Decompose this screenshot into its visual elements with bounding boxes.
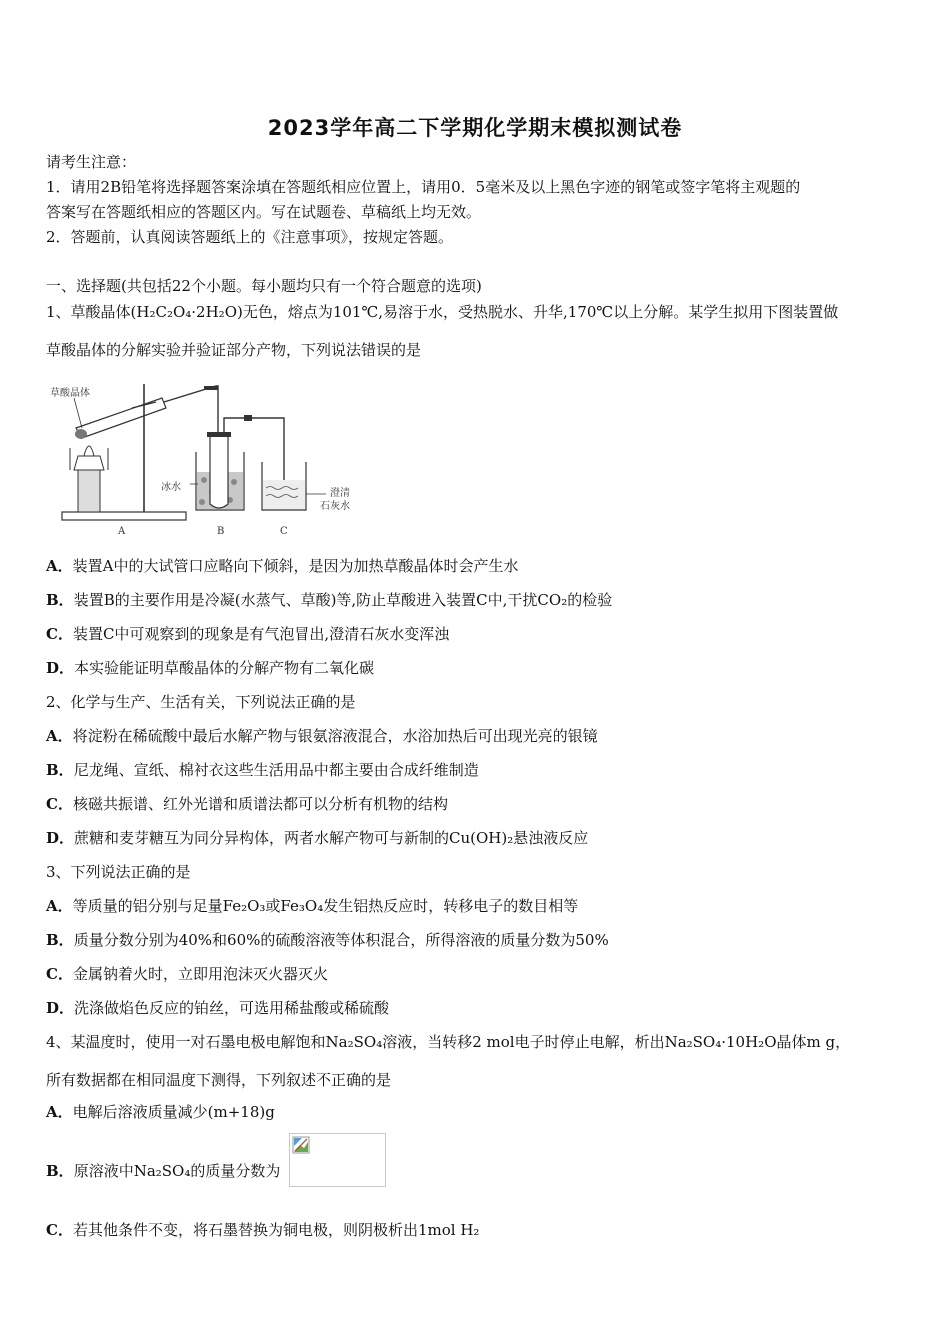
q2-option-c-label: C．	[46, 795, 73, 813]
q1-option-d	[46, 658, 374, 678]
flame	[84, 446, 94, 456]
q1-option-c-label: C．	[46, 625, 73, 643]
burner-top	[74, 456, 104, 470]
broken-image-icon	[292, 1136, 310, 1154]
page-title: 2023学年高二下学期化学期末模拟测试卷	[267, 116, 683, 140]
q1-option-d-text: 本实验能证明草酸晶体的分解产物有二氧化碳	[74, 659, 375, 677]
q3-option-a	[46, 896, 578, 916]
q3-option-b-label: B．	[46, 931, 74, 949]
section-heading: 一、选择题(共包括22个小题。每小题均只有一个符合题意的选项)	[46, 277, 482, 295]
apparatus-figure	[44, 376, 364, 540]
notice-item-2: 2．答题前，认真阅读答题纸上的《注意事项》，按规定答题。	[46, 228, 454, 246]
q1-option-a-text: 装置A中的大试管口应略向下倾斜，是因为加热草酸晶体时会产生水	[72, 557, 519, 575]
q2-option-d	[46, 828, 588, 848]
q4-option-b-label: B．	[46, 1162, 74, 1180]
figure-label-lime-2: 石灰水	[320, 501, 350, 512]
test-tube-b	[210, 434, 228, 508]
q1-option-a	[46, 556, 518, 576]
q4-option-a-label: A．	[46, 1103, 73, 1121]
q2-option-c-text: 核磁共振谱、红外光谱和质谱法都可以分析有机物的结构	[72, 795, 448, 813]
question-4-stem-line-1: 4、某温度时，使用一对石墨电极电解饱和Na₂SO₄溶液，当转移2 mol电子时停止电解，析出Na₂SO₄·10H₂O晶体m g，	[46, 1033, 851, 1051]
q4-option-c-text: 若其他条件不变，将石墨替换为铜电极，则阴极析出1mol H₂	[72, 1221, 480, 1239]
figure-label-a: A	[118, 526, 126, 537]
q4-option-b-text: 原溶液中Na₂SO₄的质量分数为	[73, 1162, 281, 1180]
q1-option-c-text: 装置C中可观察到的现象是有气泡冒出,澄清石灰水变浑浊	[72, 625, 450, 643]
figure-label-ice-water: 冰水	[161, 482, 181, 493]
q1-option-d-label: D．	[46, 659, 75, 677]
q4-option-c	[46, 1220, 479, 1240]
q2-option-b	[46, 760, 479, 780]
q3-option-d-label: D．	[46, 999, 75, 1017]
question-2-stem: 2、化学与生产、生活有关，下列说法正确的是	[46, 693, 356, 711]
q3-option-c	[46, 964, 328, 984]
q4-option-c-label: C．	[46, 1221, 73, 1239]
q1-option-b-label: B．	[46, 591, 74, 609]
q3-option-c-label: C．	[46, 965, 73, 983]
q2-option-b-label: B．	[46, 761, 74, 779]
q1-option-a-label: A．	[46, 557, 73, 575]
q2-option-a-text: 将淀粉在稀硫酸中最后水解产物与银氨溶液混合，水浴加热后可出现光亮的银镜	[72, 727, 598, 745]
oxalic-crystal	[75, 429, 87, 439]
q2-option-a	[46, 726, 598, 746]
test-tube-a	[76, 398, 166, 438]
q3-option-a-label: A．	[46, 897, 73, 915]
figure-label-b: B	[217, 526, 225, 537]
q4-option-b	[46, 1161, 280, 1181]
q3-option-b	[46, 930, 609, 950]
figure-label-c: C	[280, 526, 288, 537]
tube-a-to-b	[164, 386, 218, 438]
q1-option-b	[46, 590, 612, 610]
q2-option-d-text: 蔗糖和麦芽糖互为同分异构体，两者水解产物可与新制的Cu(OH)₂悬浊液反应	[74, 829, 589, 847]
notice-item-1-line-2: 答案写在答题纸相应的答题区内。写在试题卷、草稿纸上均无效。	[46, 203, 482, 221]
q2-option-b-text: 尼龙绳、宣纸、棉衬衣这些生活用品中都主要由合成纤维制造	[73, 761, 479, 779]
figure-label-crystal: 草酸晶体	[50, 388, 90, 399]
q3-option-d-text: 洗涤做焰色反应的铂丝，可选用稀盐酸或稀硫酸	[74, 999, 390, 1017]
notice-heading: 请考生注意：	[46, 153, 137, 171]
q3-option-c-text: 金属钠着火时，立即用泡沫灭火器灭火	[72, 965, 328, 983]
stand-base	[62, 512, 186, 520]
q3-option-b-text: 质量分数分别为40%和60%的硫酸溶液等体积混合，所得溶液的质量分数为50%	[73, 931, 609, 949]
notice-item-1-line-1: 1．请用2B铅笔将选择题答案涂填在答题纸相应位置上，请用0．5毫米及以上黑色字迹的钢笔或签字笔将主观题的	[46, 178, 801, 196]
burner-block	[78, 470, 100, 512]
q1-option-b-text: 装置B的主要作用是冷凝(水蒸气、草酸)等,防止草酸进入装置C中,干扰CO₂的检验	[73, 591, 613, 609]
q3-option-a-text: 等质量的铝分别与足量Fe₂O₃或Fe₃O₄发生铝热反应时，转移电子的数目相等	[72, 897, 579, 915]
q2-option-d-label: D．	[46, 829, 75, 847]
q3-option-d	[46, 998, 389, 1018]
q4-option-a	[46, 1102, 275, 1122]
question-1-stem-line-1: 1、草酸晶体(H₂C₂O₄·2H₂O)无色，熔点为101℃,易溶于水，受热脱水、升华,170℃以上分解。某学生拟用下图装置做	[46, 303, 839, 321]
q1-option-c	[46, 624, 449, 644]
q2-option-c	[46, 794, 448, 814]
question-3-stem: 3、下列说法正确的是	[46, 863, 191, 881]
q2-option-a-label: A．	[46, 727, 73, 745]
q4-option-a-text: 电解后溶液质量减少(m+18)g	[72, 1103, 275, 1121]
figure-label-lime-1: 澄清	[330, 488, 350, 499]
question-4-stem-line-2: 所有数据都在相同温度下测得，下列叙述不正确的是	[46, 1071, 392, 1089]
question-1-stem-line-2: 草酸晶体的分解实验并验证部分产物，下列说法错误的是	[46, 341, 422, 359]
